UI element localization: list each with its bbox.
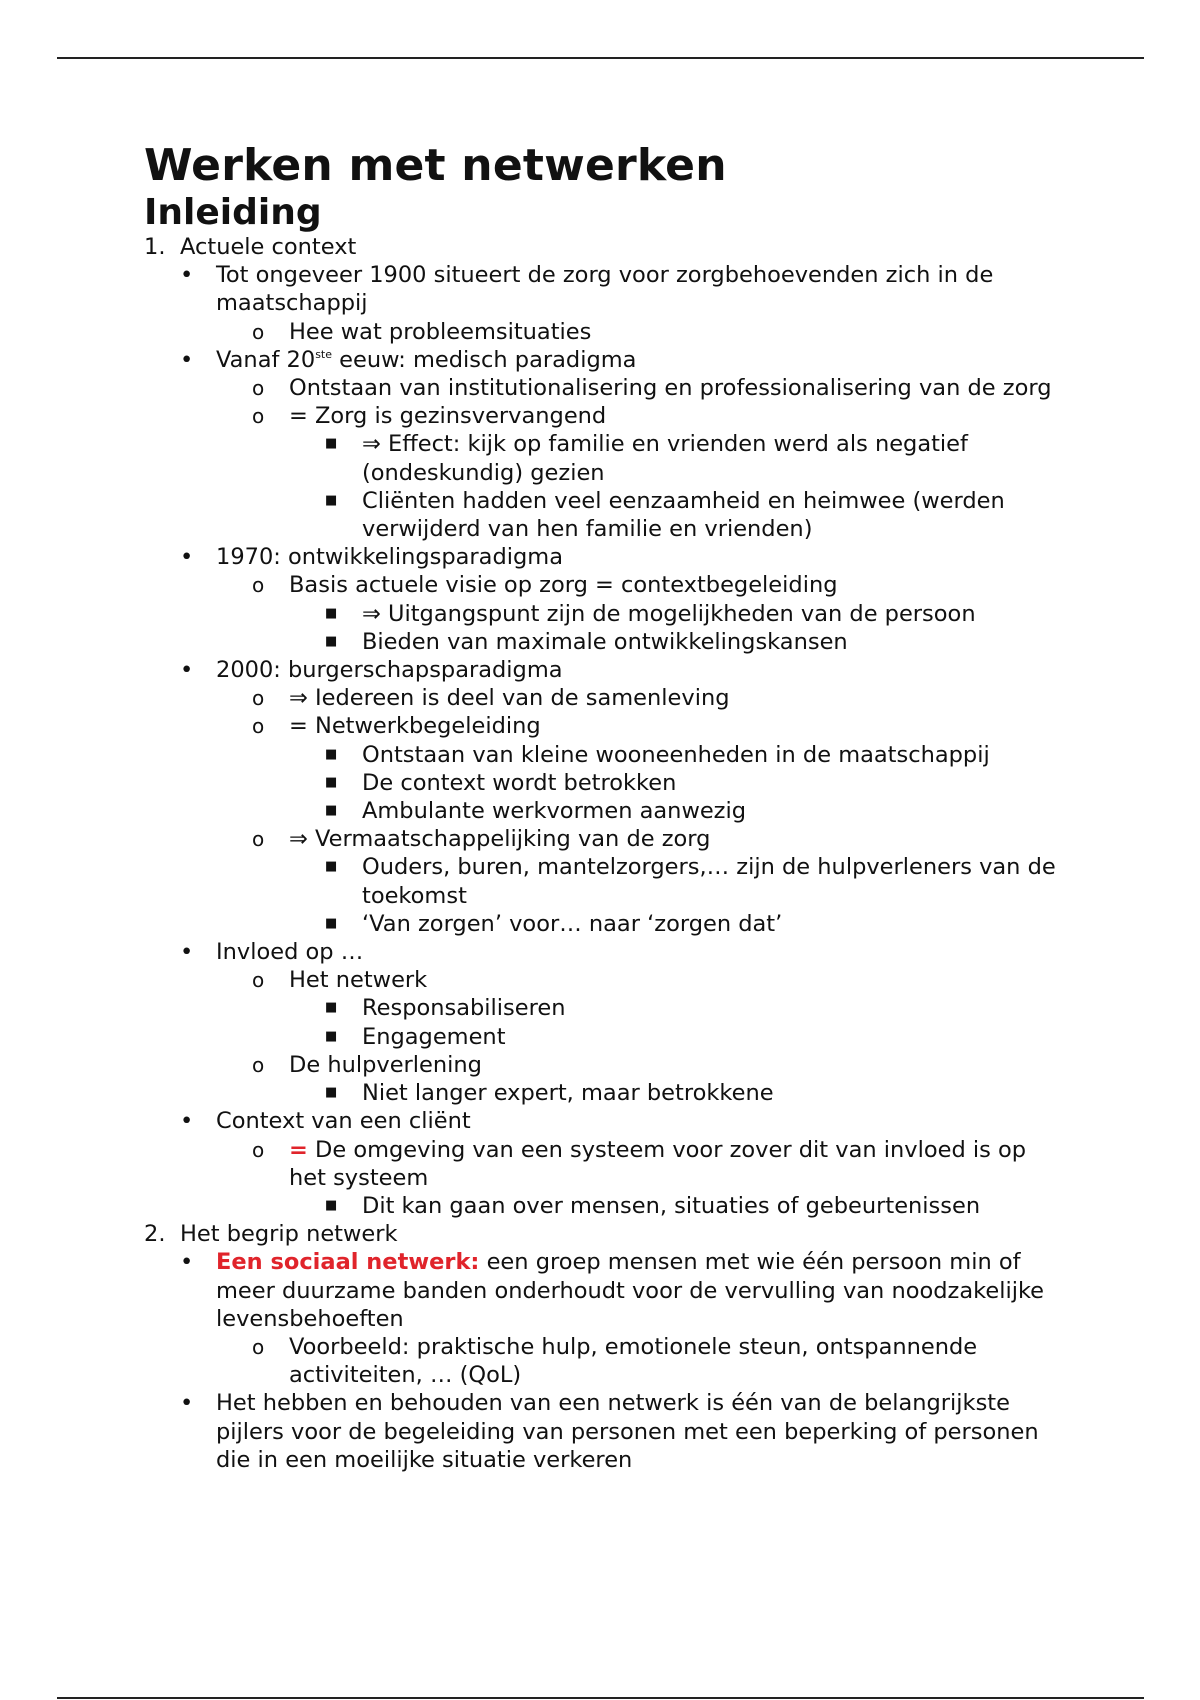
circle-bullet-icon: o [252,319,265,344]
item-text: Ouders, buren, mantelzorgers,… zijn de hulpverleners van de toekomst [362,854,1056,909]
list-number: 1. [144,234,166,260]
item-text: Tot ongeveer 1900 situeert de zorg voor zorgbehoevenden zich in de maatschappij [216,262,994,317]
bullet-icon: • [180,1249,194,1276]
item-text: Cliënten hadden veel eenzaamheid en heimwee (werden verwijderd van hen familie en vrienden) [362,487,1005,543]
outline-item [144,1192,1064,1220]
item-text: een groep mensen met wie één persoon min of meer duurzame banden onderhoudt voor de vervulling van noodzakelijke levensbehoeften [216,1249,1045,1332]
circle-bullet-icon: o [252,1052,265,1077]
item-text: Voorbeeld: praktische hulp, emotionele steun, ontspannende activiteiten, … (QoL) [289,1333,978,1389]
circle-bullet-icon: o [252,1334,265,1359]
circle-bullet-icon: o [252,376,265,401]
circle-bullet-icon: o [252,573,265,598]
outline-item [144,346,1064,374]
outline-item [144,712,1064,740]
square-bullet-icon: ■ [325,1085,338,1101]
list-number: 2. [144,1221,166,1248]
square-bullet-icon: ■ [325,633,338,649]
item-text: Het hebben en behouden van een netwerk is één van de belangrijkste pijlers voor de begeleiding van personen met een beperking of personen die in een moeilijke situatie verkeren [216,1390,1039,1473]
item-text: Engagement [362,1023,506,1050]
item-text: 2000: burgerschapsparadigma [216,657,563,684]
square-bullet-icon: ■ [325,492,338,508]
item-text: Niet langer expert, maar betrokkene [362,1080,774,1107]
item-text: = Netwerkbegeleiding [289,713,541,740]
item-text: 1970: ontwikkelingsparadigma [216,544,563,571]
square-bullet-icon: ■ [325,803,338,819]
bullet-icon: • [180,1108,194,1135]
square-bullet-icon: ■ [325,859,338,875]
item-text: De hulpverlening [289,1051,482,1078]
item-text: Actuele context [180,234,357,260]
item-text: eeuw: medisch paradigma [332,346,637,373]
item-text: Responsabiliseren [362,995,566,1022]
circle-bullet-icon: o [252,1137,265,1162]
item-text: = Zorg is gezinsvervangend [289,403,607,430]
outline-item [144,261,1064,317]
outline-item [144,741,1064,769]
square-bullet-icon: ■ [325,774,338,790]
item-text: Bieden van maximale ontwikkelingskansen [362,628,848,655]
superscript: ste [315,347,332,361]
outline-item [144,571,1064,599]
outline-item [144,853,1064,909]
outline-item [144,402,1064,430]
item-text: Ontstaan van institutionalisering en professionalisering van de zorg [289,375,1052,402]
item-text: ⇒ Iedereen is deel van de samenleving [289,685,730,712]
square-bullet-icon: ■ [325,1028,338,1044]
outline-item [144,1389,1064,1474]
square-bullet-icon: ■ [325,1197,338,1213]
square-bullet-icon: ■ [325,605,338,621]
circle-bullet-icon: o [252,714,265,739]
outline-item [144,797,1064,825]
item-text: Context van een cliënt [216,1108,471,1135]
square-bullet-icon: ■ [325,915,338,931]
outline-item [144,1248,1064,1333]
outline-item [144,1079,1064,1107]
circle-bullet-icon: o [252,404,265,429]
item-text: ‘Van zorgen’ voor… naar ‘zorgen dat’ [362,910,783,937]
circle-bullet-icon: o [252,968,265,993]
square-bullet-icon: ■ [325,436,338,452]
outline-item [144,487,1064,543]
item-text: ⇒ Effect: kijk op familie en vrienden werd als negatief (ondeskundig) gezien [362,431,968,486]
circle-bullet-icon: o [252,686,265,711]
item-text: Invloed op … [216,939,364,966]
outline-item [144,318,1064,346]
outline-item [144,994,1064,1022]
item-text: ⇒ Vermaatschappelijking van de zorg [289,826,711,853]
document-title: Werken met netwerken [144,140,727,191]
bullet-icon: • [180,657,194,684]
item-text: Hee wat probleemsituaties [289,318,592,345]
document-body [144,140,1064,1474]
bullet-icon: • [180,1390,194,1417]
item-text-start: Vanaf 20 [216,346,316,373]
outline-item [144,1051,1064,1079]
outline-item [144,233,1064,261]
item-text: Dit kan gaan over mensen, situaties of gebeurtenissen [362,1192,981,1219]
bullet-icon: • [180,939,194,966]
bullet-icon: • [180,262,194,289]
outline-item [144,910,1064,938]
top-rule [57,57,1144,59]
section-heading: Inleiding [144,192,322,233]
outline-item [144,628,1064,656]
square-bullet-icon: ■ [325,746,338,762]
item-text: ⇒ Uitgangspunt zijn de mogelijkheden van de persoon [362,600,976,627]
highlight-equals: = [289,1136,308,1163]
outline-item [144,374,1064,402]
outline-item [144,1136,1064,1192]
item-text: Het netwerk [289,967,428,994]
outline-item [144,825,1064,853]
square-bullet-icon: ■ [325,1000,338,1016]
circle-bullet-icon: o [252,827,265,852]
outline-item [144,430,1064,486]
bottom-rule [57,1697,1144,1699]
outline-item [144,966,1064,994]
item-text: Ambulante werkvormen aanwezig [362,798,747,825]
definition-term: Een sociaal netwerk: [216,1249,480,1276]
outline-item [144,938,1064,966]
outline-item [144,1220,1064,1248]
outline-item [144,1333,1064,1389]
outline-item [144,769,1064,797]
outline-item [144,684,1064,712]
item-text: De omgeving van een systeem voor zover dit van invloed is op het systeem [289,1136,1027,1191]
outline-item [144,1023,1064,1051]
bullet-icon: • [180,544,194,571]
outline-item [144,543,1064,571]
outline-item [144,600,1064,628]
outline-item [144,656,1064,684]
item-text: Basis actuele visie op zorg = contextbegeleiding [289,572,838,599]
bullet-icon: • [180,346,194,373]
item-text: De context wordt betrokken [362,769,677,796]
item-text: Het begrip netwerk [180,1221,398,1248]
outline-item [144,1107,1064,1135]
item-text: Ontstaan van kleine wooneenheden in de maatschappij [362,741,990,768]
